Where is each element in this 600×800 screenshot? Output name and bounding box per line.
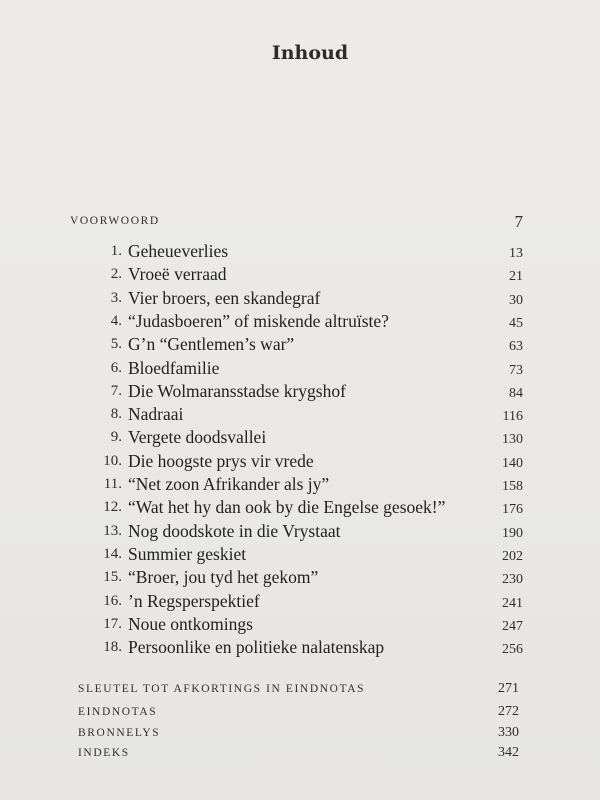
chapter-title: Vroeë verraad [128, 264, 227, 285]
voorwoord-page: 7 [514, 212, 523, 231]
chapter-number: 12. [103, 499, 122, 516]
chapter-page-number: 140 [502, 455, 523, 471]
chapter-title: Nog doodskote in die Vrystaat [128, 520, 341, 541]
chapter-page-number: 256 [502, 642, 523, 658]
chapter-title: “Broer, jou tyd het gekom” [128, 567, 319, 588]
chapter-title: Nadraai [128, 404, 184, 425]
chapter-number: 15. [103, 569, 122, 586]
chapter-page-number: 176 [502, 502, 523, 518]
chapter-number: 18. [103, 639, 122, 656]
chapter-number: 14. [103, 545, 122, 562]
chapter-number: 2. [110, 266, 122, 283]
chapter-page-number: 84 [509, 385, 523, 401]
chapter-page-number: 202 [502, 548, 523, 564]
chapter-page-number: 63 [509, 339, 523, 355]
chapter-title: “Net zoon Afrikander als jy” [128, 474, 330, 494]
chapter-number: 8. [110, 406, 122, 423]
chapter-title: Persoonlike en politieke nalatenskap [128, 637, 385, 658]
chapter-number: 9. [110, 429, 122, 446]
chapter-number: 6. [110, 359, 122, 376]
chapter-page-number: 116 [502, 409, 523, 425]
chapter-title: “Judasboeren” of miskende altruïste? [128, 310, 389, 331]
chapter-title: Vergete doodsvallei [128, 427, 267, 448]
page-title: Inhoud [271, 42, 349, 64]
chapter-page-number: 73 [509, 362, 523, 378]
chapter-title: ’n Regsperspektief [128, 590, 260, 611]
chapter-number: 4. [110, 312, 122, 329]
chapter-number: 3. [110, 289, 122, 306]
chapter-page-number: 241 [502, 595, 523, 611]
chapter-number: 13. [103, 522, 122, 539]
chapter-title: Geheueverlies [128, 241, 229, 261]
chapter-number: 17. [103, 615, 122, 632]
chapter-page-number: 30 [509, 292, 523, 308]
chapter-number: 16. [103, 592, 122, 609]
back-matter-label: INDEKS [78, 747, 130, 759]
back-matter-page-number: 342 [498, 745, 519, 760]
chapter-page-number: 45 [509, 315, 523, 331]
back-matter-label: EINDNOTAS [78, 706, 158, 718]
chapter-title: Die Wolmaransstadse krygshof [128, 380, 346, 401]
chapter-page-number: 158 [502, 479, 523, 494]
chapter-number: 11. [103, 476, 122, 492]
chapter-page-number: 190 [502, 525, 523, 541]
chapter-title: “Wat het hy dan ook by die Engelse gesoek!” [128, 497, 446, 518]
chapter-page-number: 247 [502, 618, 523, 634]
toc-entry-voorwoord [70, 209, 160, 228]
chapter-page-number: 230 [502, 572, 523, 588]
chapter-number: 7. [110, 382, 122, 399]
back-matter-page-number: 272 [498, 704, 519, 719]
chapter-number: 10. [103, 452, 122, 469]
back-matter-label: BRONNELYS [78, 727, 161, 739]
chapter-title: G’n “Gentlemen’s war” [128, 334, 295, 355]
chapter-page-number: 21 [509, 269, 523, 285]
chapter-title: Noue ontkomings [128, 613, 253, 634]
back-matter-page-number: 330 [498, 725, 519, 740]
chapter-number: 1. [110, 243, 122, 259]
chapter-title: Die hoogste prys vir vrede [128, 450, 314, 471]
chapter-title: Bloedfamilie [128, 357, 220, 378]
chapter-number: 5. [110, 336, 122, 353]
chapter-title: Summier geskiet [128, 543, 247, 564]
back-matter-page-number: 271 [498, 681, 519, 696]
back-matter-label: SLEUTEL TOT AFKORTINGS IN EINDNOTAS [78, 683, 366, 695]
chapter-page-number: 130 [502, 432, 523, 448]
chapter-title: Vier broers, een skandegraf [128, 287, 321, 308]
voorwoord-label: VOORWOORD [70, 215, 160, 227]
chapter-page-number: 13 [509, 246, 523, 261]
